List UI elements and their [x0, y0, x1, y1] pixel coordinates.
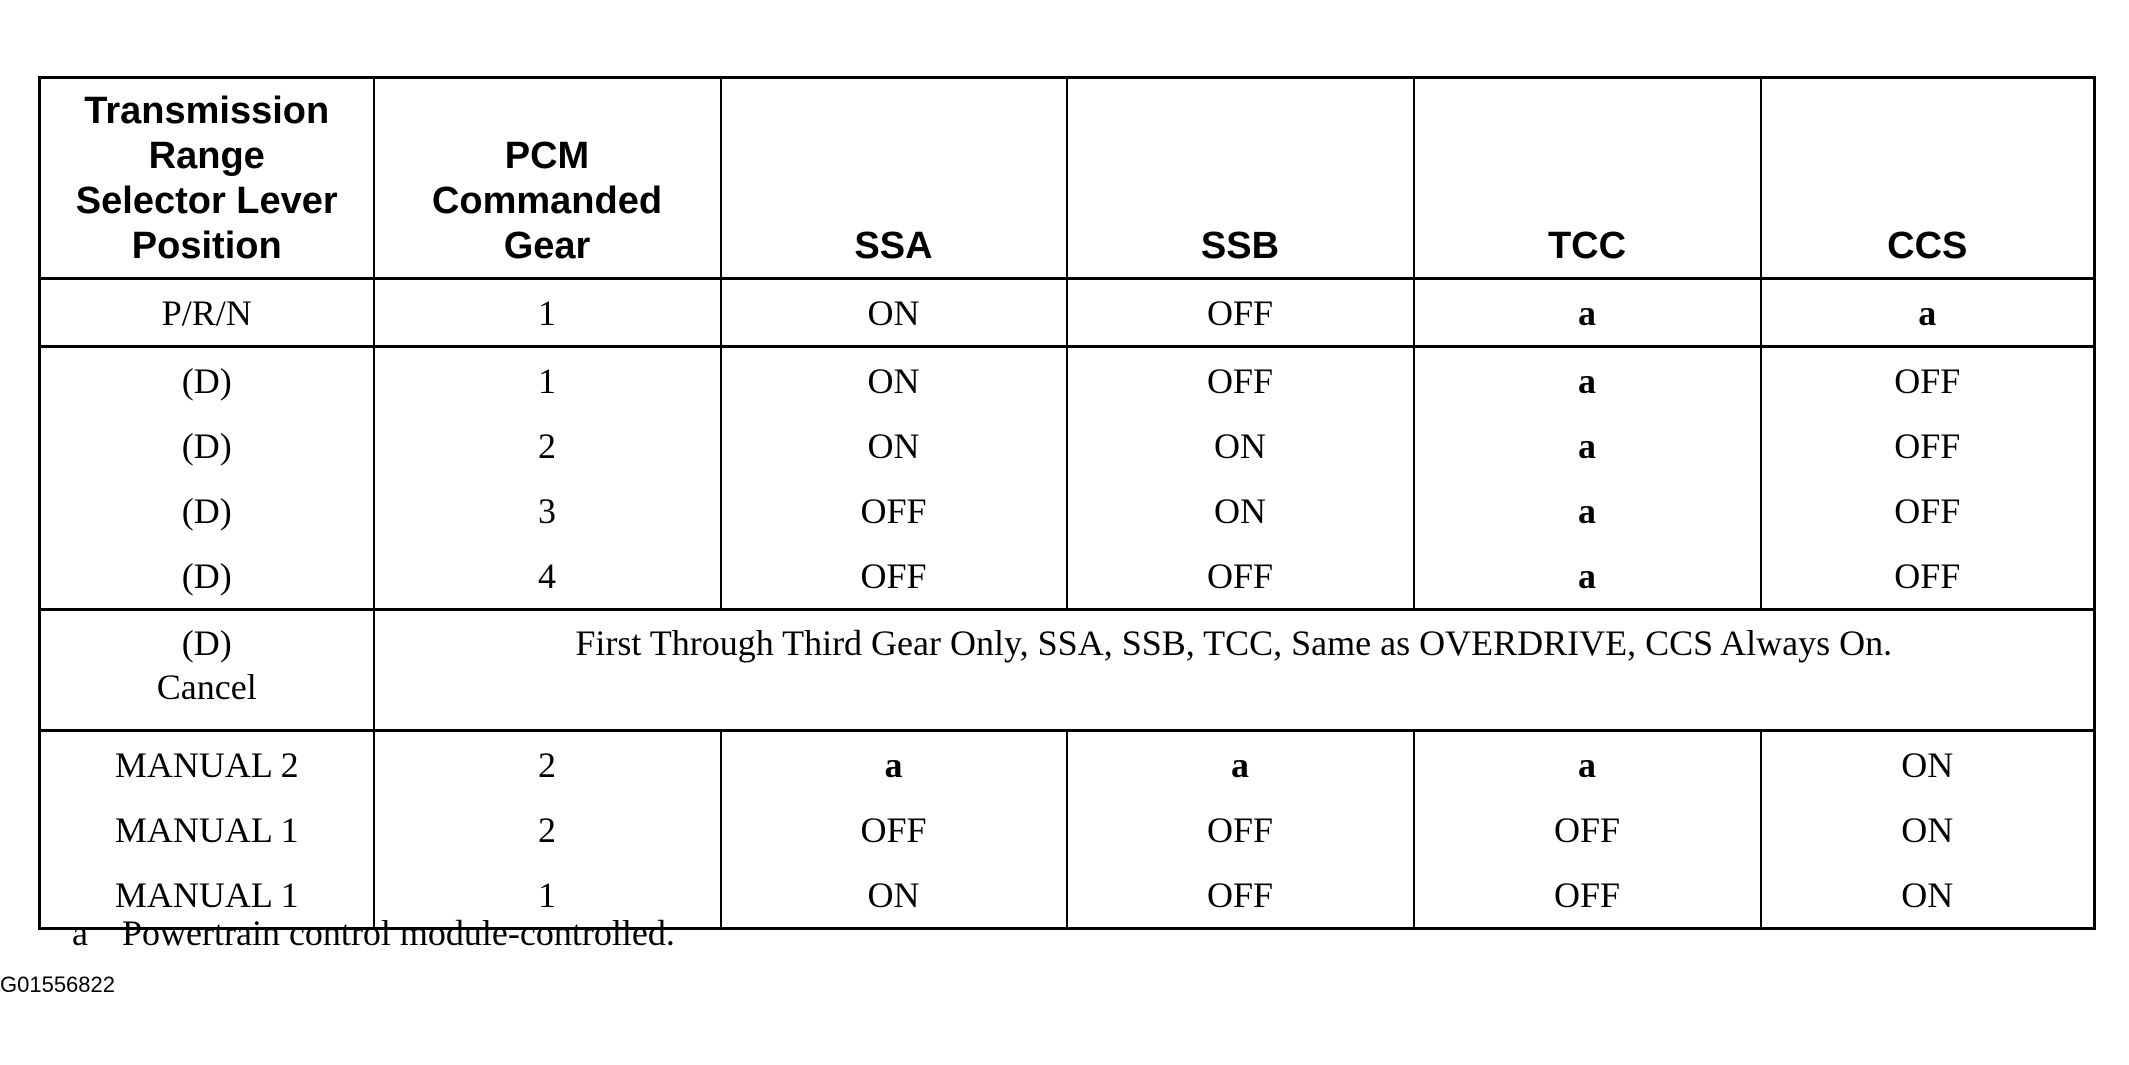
table-row — [40, 731, 2095, 798]
cell-tcc: a — [1414, 413, 1761, 478]
cell-ssb: ON — [1067, 413, 1414, 478]
footnote-key: a — [72, 913, 88, 953]
footnote-text: Powertrain control module-controlled. — [122, 913, 675, 953]
cell-ssa: OFF — [721, 543, 1067, 610]
cell-ccs: ON — [1761, 797, 2095, 862]
cell-ssa: ON — [721, 862, 1067, 929]
cell-position: (D) — [40, 543, 374, 610]
table-header-row — [40, 78, 2095, 279]
header-line: Commanded — [431, 180, 663, 222]
header-line: Range — [148, 135, 265, 177]
table-row — [40, 347, 2095, 414]
cell-position: MANUAL 2 — [40, 731, 374, 798]
cell-ssa: OFF — [721, 797, 1067, 862]
cell-position: MANUAL 1 — [40, 862, 374, 929]
cell-ssb: OFF — [1067, 797, 1414, 862]
table-row-cancel — [40, 610, 2095, 731]
cell-tcc: OFF — [1414, 862, 1761, 929]
cell-tcc: a — [1414, 478, 1761, 543]
cell-ssa: ON — [721, 413, 1067, 478]
cell-ssb: OFF — [1067, 279, 1414, 347]
header-lever-position — [40, 78, 374, 279]
cell-ssa: ON — [721, 279, 1067, 347]
header-line: Position — [131, 225, 282, 267]
header-tcc: TCC — [1414, 78, 1761, 279]
header-line: Gear — [503, 225, 591, 267]
cell-position: (D) — [40, 347, 374, 414]
cell-ssb: a — [1067, 731, 1414, 798]
cell-gear: 1 — [374, 279, 721, 347]
header-line: PCM — [504, 135, 590, 177]
cell-gear: 4 — [374, 543, 721, 610]
figure-id: G01556822 — [0, 972, 115, 997]
cell-position-cancel — [40, 610, 374, 731]
table-row — [40, 797, 2095, 862]
cell-tcc: a — [1414, 279, 1761, 347]
cell-ccs: OFF — [1761, 413, 2095, 478]
cancel-position-line: Cancel — [156, 667, 257, 707]
cell-gear: 1 — [374, 862, 721, 929]
cell-ccs: a — [1761, 279, 2095, 347]
header-ccs: CCS — [1761, 78, 2095, 279]
footnote — [72, 912, 675, 954]
cell-tcc: a — [1414, 731, 1761, 798]
cell-ssb: OFF — [1067, 543, 1414, 610]
cell-position: P/R/N — [40, 279, 374, 347]
cell-ccs: ON — [1761, 731, 2095, 798]
table-row — [40, 478, 2095, 543]
cell-tcc: OFF — [1414, 797, 1761, 862]
header-commanded-gear — [374, 78, 721, 279]
cell-tcc: a — [1414, 347, 1761, 414]
cell-gear: 2 — [374, 797, 721, 862]
shift-solenoid-table — [38, 76, 2096, 930]
header-ssb: SSB — [1067, 78, 1414, 279]
cancel-note: First Through Third Gear Only, SSA, SSB, TCC, Same as OVERDRIVE, CCS Always On. — [374, 610, 2095, 731]
cell-ssa: ON — [721, 347, 1067, 414]
cell-ssb: ON — [1067, 478, 1414, 543]
table-row — [40, 279, 2095, 347]
cell-ssa: a — [721, 731, 1067, 798]
cancel-position-line: (D) — [181, 623, 232, 663]
cell-ccs: OFF — [1761, 543, 2095, 610]
cell-position: MANUAL 1 — [40, 797, 374, 862]
table-row — [40, 543, 2095, 610]
header-ssa: SSA — [721, 78, 1067, 279]
cell-ccs: OFF — [1761, 347, 2095, 414]
cell-tcc: a — [1414, 543, 1761, 610]
cell-gear: 1 — [374, 347, 721, 414]
header-line: Transmission — [84, 90, 330, 132]
cell-ssa: OFF — [721, 478, 1067, 543]
cell-gear: 2 — [374, 413, 721, 478]
header-line: Selector Lever — [75, 180, 338, 222]
cell-position: (D) — [40, 478, 374, 543]
cell-gear: 2 — [374, 731, 721, 798]
cell-ccs: ON — [1761, 862, 2095, 929]
cell-position: (D) — [40, 413, 374, 478]
cell-ccs: OFF — [1761, 478, 2095, 543]
table-row — [40, 413, 2095, 478]
cell-ssb: OFF — [1067, 862, 1414, 929]
cell-ssb: OFF — [1067, 347, 1414, 414]
cell-gear: 3 — [374, 478, 721, 543]
